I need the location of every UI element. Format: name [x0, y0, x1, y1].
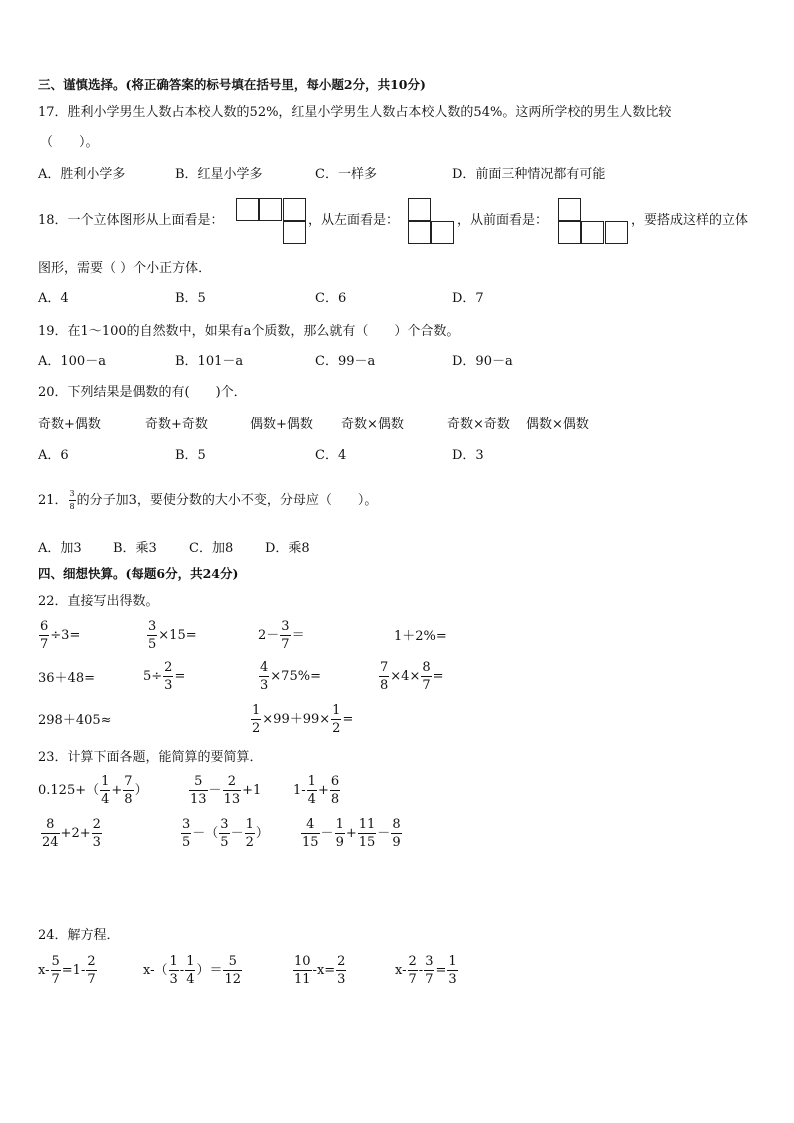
q22-expr-2: $\frac{3}{5}$ ×15=	[148, 619, 197, 652]
q23-stem: 23．计算下面各题，能简算的要简算．	[38, 750, 263, 765]
q20-item: 奇数×奇数	[447, 417, 510, 432]
q21-number: 21．	[38, 493, 68, 508]
q21-option-b: B．乘3	[113, 541, 157, 556]
denominator: 8	[69, 502, 75, 511]
q21-option-d: D．乘8	[265, 541, 310, 556]
q22-expr-5: 36＋48=	[38, 671, 95, 686]
q24-equation-b: x-（ 1 3 - 1 4 ）＝ 5 12	[143, 954, 242, 987]
q22-expr-6: 5÷ $\frac{2}{3}$ =	[143, 660, 186, 693]
q20-option-d: D．3	[452, 448, 484, 463]
q21-stem: 的分子加3，要使分数的大小不变，分母应（ ）。	[76, 493, 378, 508]
q19-option-b: B．101－a	[175, 354, 244, 369]
q23-expr-e: 3 5 －（ 3 5 － 1 2 ）	[182, 817, 269, 850]
q17-stem: 17．胜利小学男生人数占本校人数的52%，红星小学男生人数占本校人数的54%。这两所学校的男生人数比较	[38, 105, 672, 120]
q22-stem: 22．直接写出得数。	[38, 594, 159, 609]
q20-option-b: B．5	[175, 448, 206, 463]
q20-item: 奇数+奇数	[145, 417, 208, 432]
q20-item: 偶数+偶数	[250, 417, 313, 432]
q24-equation-c: 10 11 -x= $\frac{2}{3}$	[294, 954, 346, 987]
q24-equation-a: x- $\frac{5}{7}$ =1- 2 7	[38, 954, 96, 987]
q20-option-a: A．6	[38, 448, 69, 463]
q19-option-a: A．100－a	[38, 354, 106, 369]
q19-stem: 19．在1～100的自然数中，如果有a个质数，那么就有（ ）个合数。	[38, 324, 460, 339]
q21-fraction	[69, 490, 76, 511]
q22-expr-4: 1＋2%=	[394, 629, 447, 644]
q22-expr-8: $\frac{7}{8}$ ×4× $\frac{8}{7}$ =	[380, 660, 444, 693]
q18-part2: ，从左面看是：	[308, 213, 400, 228]
q23-expr-d: 8 24 +2+ $\frac{2}{3}$	[42, 817, 101, 850]
section-3-title: 三、谨慎选择。(将正确答案的标号填在括号里，每小题2分，共10分)	[38, 77, 426, 92]
q18-part3: ，从前面看是：	[457, 213, 549, 228]
q19-option-c: C．99－a	[315, 354, 376, 369]
q18-part1: 18．一个立体图形从上面看是：	[38, 213, 224, 228]
q17-blank: （ ）。	[40, 135, 99, 150]
q22-expr-9: 298＋405≈	[38, 713, 112, 728]
q20-option-c: C．4	[315, 448, 347, 463]
q18-line2: 图形，需要（ ）个小正方体．	[38, 261, 212, 276]
q23-expr-b: 5 13 － 2 13 +1	[190, 774, 262, 807]
q22-expr-7: $\frac{4}{3}$ ×75%=	[260, 660, 321, 693]
q18-option-a: A．4	[38, 291, 69, 306]
q20-item: 奇数+偶数	[38, 417, 101, 432]
q21-option-c: C．加8	[189, 541, 234, 556]
section-4-title: 四、细想快算。(每题6分，共24分)	[38, 566, 239, 581]
q24-equation-d: x- 2 7 - $\frac{3}{7}$ = $\frac{1}{3}$	[395, 954, 457, 987]
q24-stem: 24．解方程．	[38, 928, 120, 943]
q19-option-d: D．90－a	[452, 354, 513, 369]
q17-option-a: A．胜利小学多	[38, 167, 126, 182]
q23-expr-f: 4 15 － 1 9 + $\frac{11}{15}$ － 8 9	[302, 817, 401, 850]
q23-expr-a: 0.125+（ 1 4 + $\frac{7}{8}$ ）	[38, 774, 148, 807]
q20-item: 奇数×偶数	[341, 417, 404, 432]
q18-part4: ，要搭成这样的立体	[631, 213, 749, 228]
q20-stem: 20．下列结果是偶数的有( )个．	[38, 385, 247, 400]
q17-option-d: D．前面三种情况都有可能	[452, 167, 606, 182]
q21-option-a: A．加3	[38, 541, 82, 556]
q20-item: 偶数×偶数	[526, 417, 589, 432]
q22-expr-10: $\frac{1}{2}$ ×99＋99× $\frac{1}{2}$ =	[252, 703, 354, 736]
q18-option-d: D．7	[452, 291, 484, 306]
numerator: 3	[69, 489, 75, 498]
q21-stem-row	[38, 490, 377, 511]
q17-option-b: B．红星小学多	[175, 167, 263, 182]
q22-expr-3: 2－ 3 7 ＝	[258, 619, 305, 652]
q18-option-c: C．6	[315, 291, 347, 306]
q22-expr-1: $\frac{6}{7}$ ÷3=	[40, 619, 81, 652]
q23-expr-c: 1- 1 4 + $\frac{6}{8}$	[293, 774, 340, 807]
q17-option-c: C．一样多	[315, 167, 377, 182]
q18-option-b: B．5	[175, 291, 206, 306]
